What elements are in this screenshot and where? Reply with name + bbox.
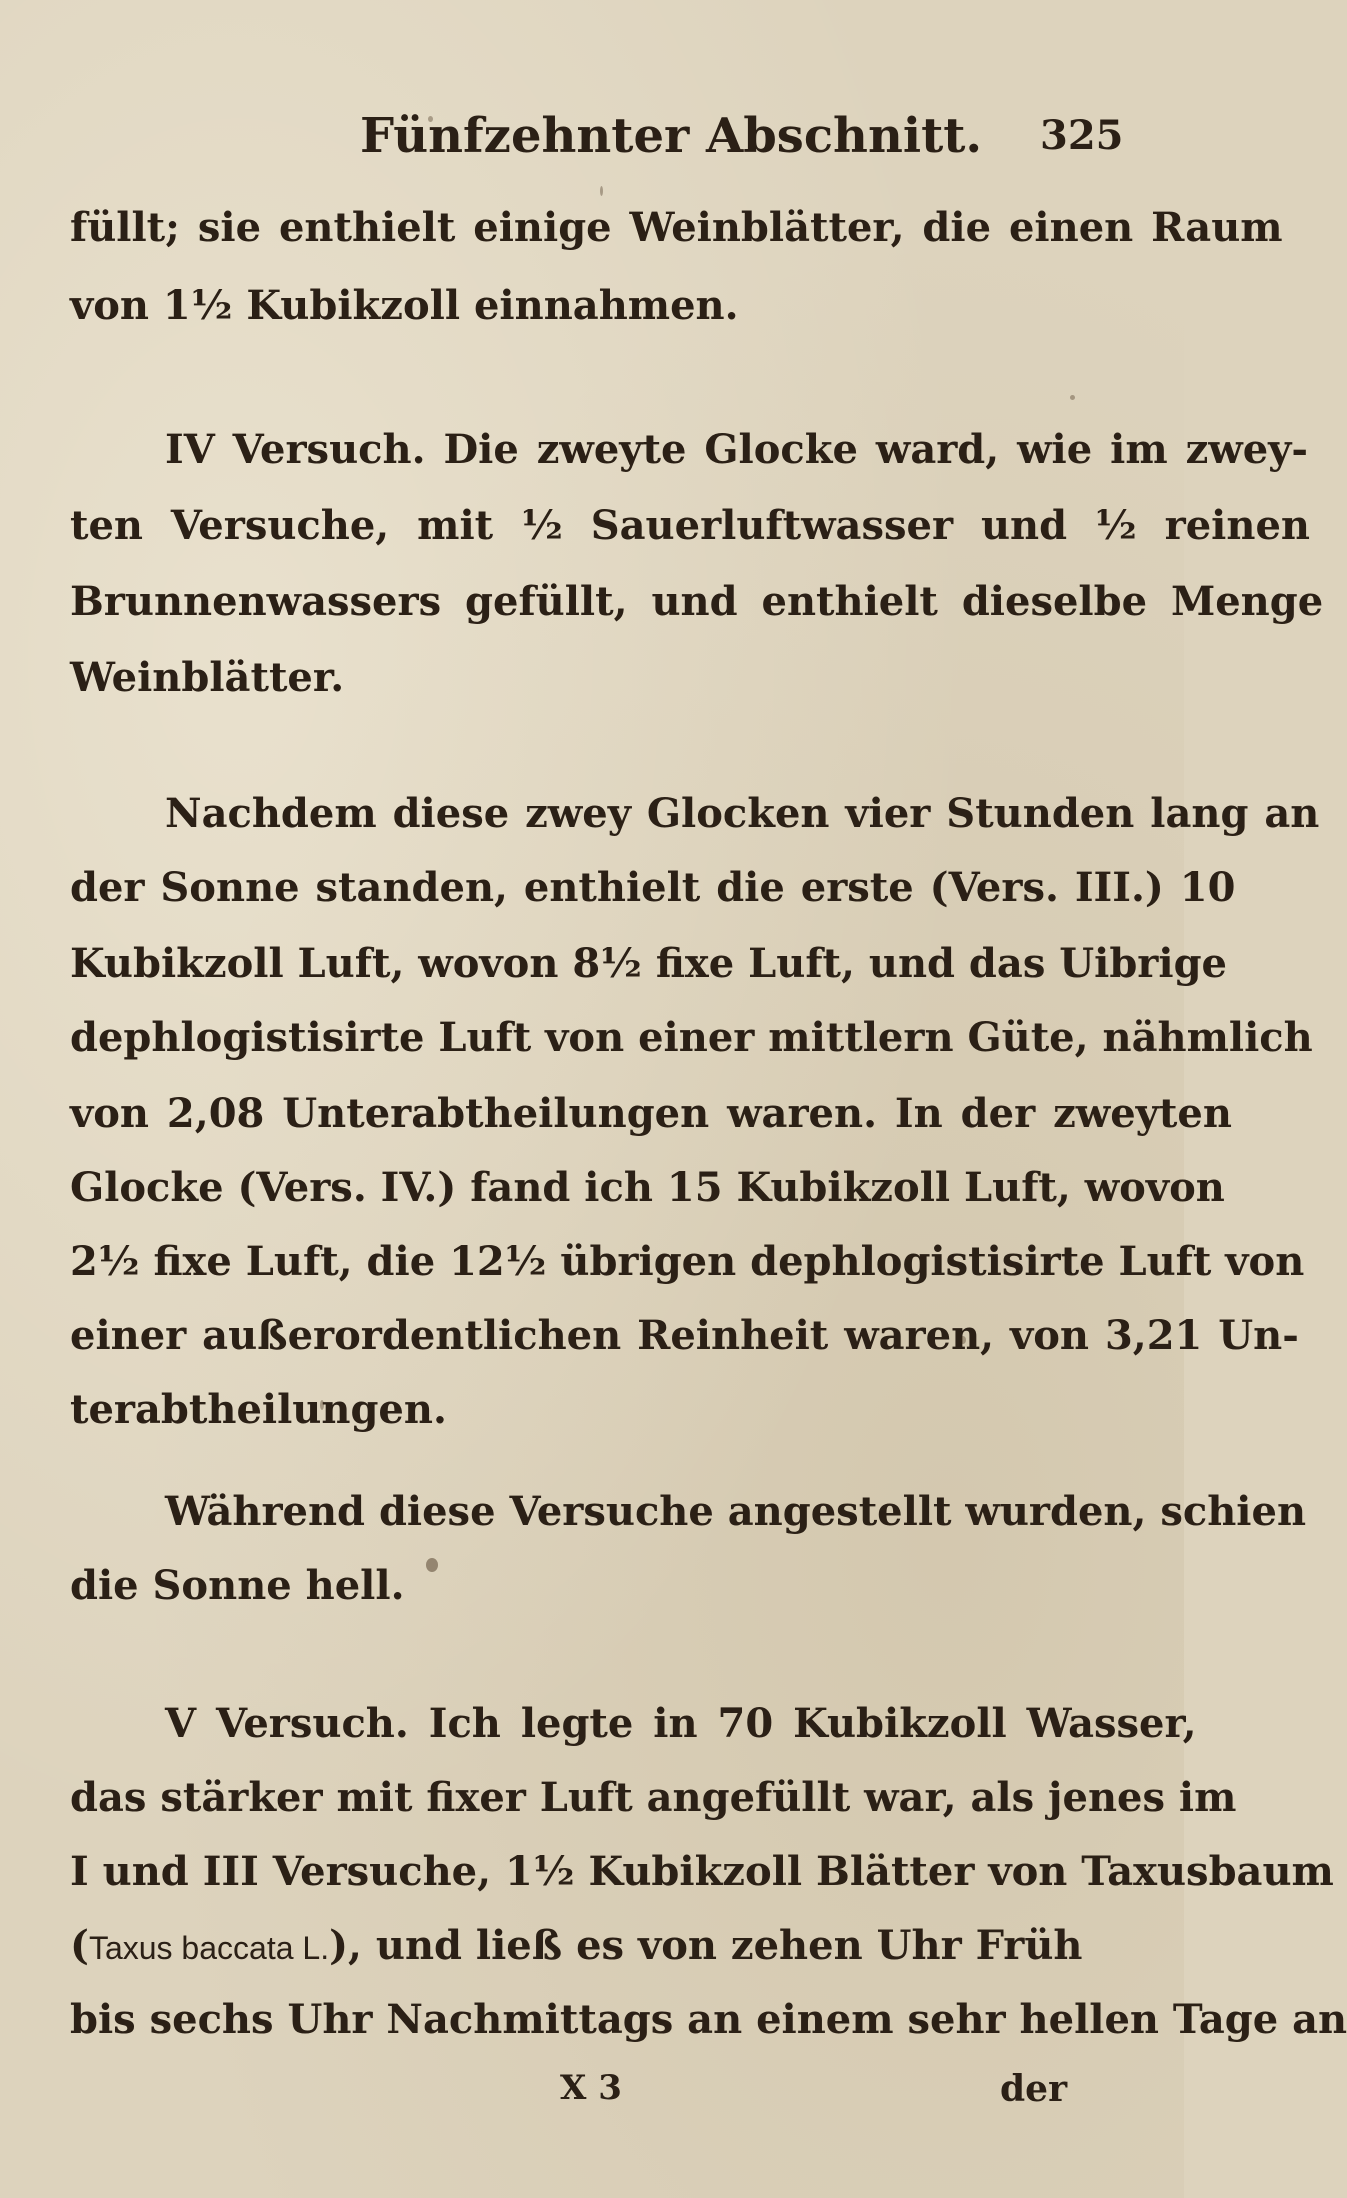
text-line: V Versuch. Ich legte in 70 Kubikzoll Wasser, — [165, 1700, 1197, 1747]
text-line: Glocke (Vers. IV.) fand ich 15 Kubikzoll Luft, wovon — [70, 1164, 1225, 1211]
paper-speck — [960, 1336, 966, 1344]
text-line: I und III Versuche, 1½ Kubikzoll Blätter von Taxusbaum — [70, 1848, 1334, 1895]
paper-speck — [428, 116, 433, 122]
text-line: dephlogistisirte Luft von einer mittlern Güte, nähmlich — [70, 1014, 1313, 1061]
text-line: bis sechs Uhr Nachmittags an einem sehr hellen Tage an — [70, 1996, 1347, 2043]
text-line: IV Versuch. Die zweyte Glocke ward, wie im zwey- — [165, 426, 1309, 473]
text-line: einer außerordentlichen Reinheit waren, von 3,21 Un- — [70, 1312, 1299, 1359]
text-line: Kubikzoll Luft, wovon 8½ fixe Luft, und das Uibrige — [70, 940, 1227, 987]
text-line: Während diese Versuche angestellt wurden, schien — [165, 1488, 1307, 1535]
latin-species-name: Taxus baccata L. — [88, 1930, 330, 1966]
text-line: die Sonne hell. — [70, 1562, 405, 1609]
text-line: Nachdem diese zwey Glocken vier Stunden lang an — [165, 790, 1320, 837]
text-line: von 2,08 Unterabtheilungen waren. In der zweyten — [70, 1090, 1232, 1137]
text-line: Weinblätter. — [70, 654, 345, 701]
text-line: terabtheilungen. — [70, 1386, 447, 1433]
text-line: der Sonne standen, enthielt die erste (Vers. III.) 10 — [70, 864, 1236, 911]
text-line: (Taxus baccata L.), und ließ es von zehen Uhr Früh — [70, 1922, 1083, 1969]
running-head: Fünfzehnter Abschnitt. — [360, 108, 983, 164]
text-line: Brunnenwassers gefüllt, und enthielt dieselbe Menge — [70, 578, 1324, 625]
catchword: der — [1000, 2068, 1068, 2110]
text-line: füllt; sie enthielt einige Weinblätter, die einen Raum — [70, 204, 1283, 251]
paper-speck — [600, 186, 603, 196]
paper-speck — [1070, 395, 1075, 400]
text-line: von 1½ Kubikzoll einnahmen. — [70, 282, 739, 329]
text-line: ten Versuche, mit ½ Sauerluftwasser und ½ reinen — [70, 502, 1310, 549]
paper-speck — [320, 1400, 324, 1410]
text-line: das stärker mit fixer Luft angefüllt war, als jenes im — [70, 1774, 1237, 1821]
signature-mark: X 3 — [560, 2068, 622, 2108]
page-number: 325 — [1040, 112, 1124, 159]
text-line: 2½ fixe Luft, die 12½ übrigen dephlogistisirte Luft von — [70, 1238, 1305, 1285]
paper-speck — [426, 1558, 438, 1572]
